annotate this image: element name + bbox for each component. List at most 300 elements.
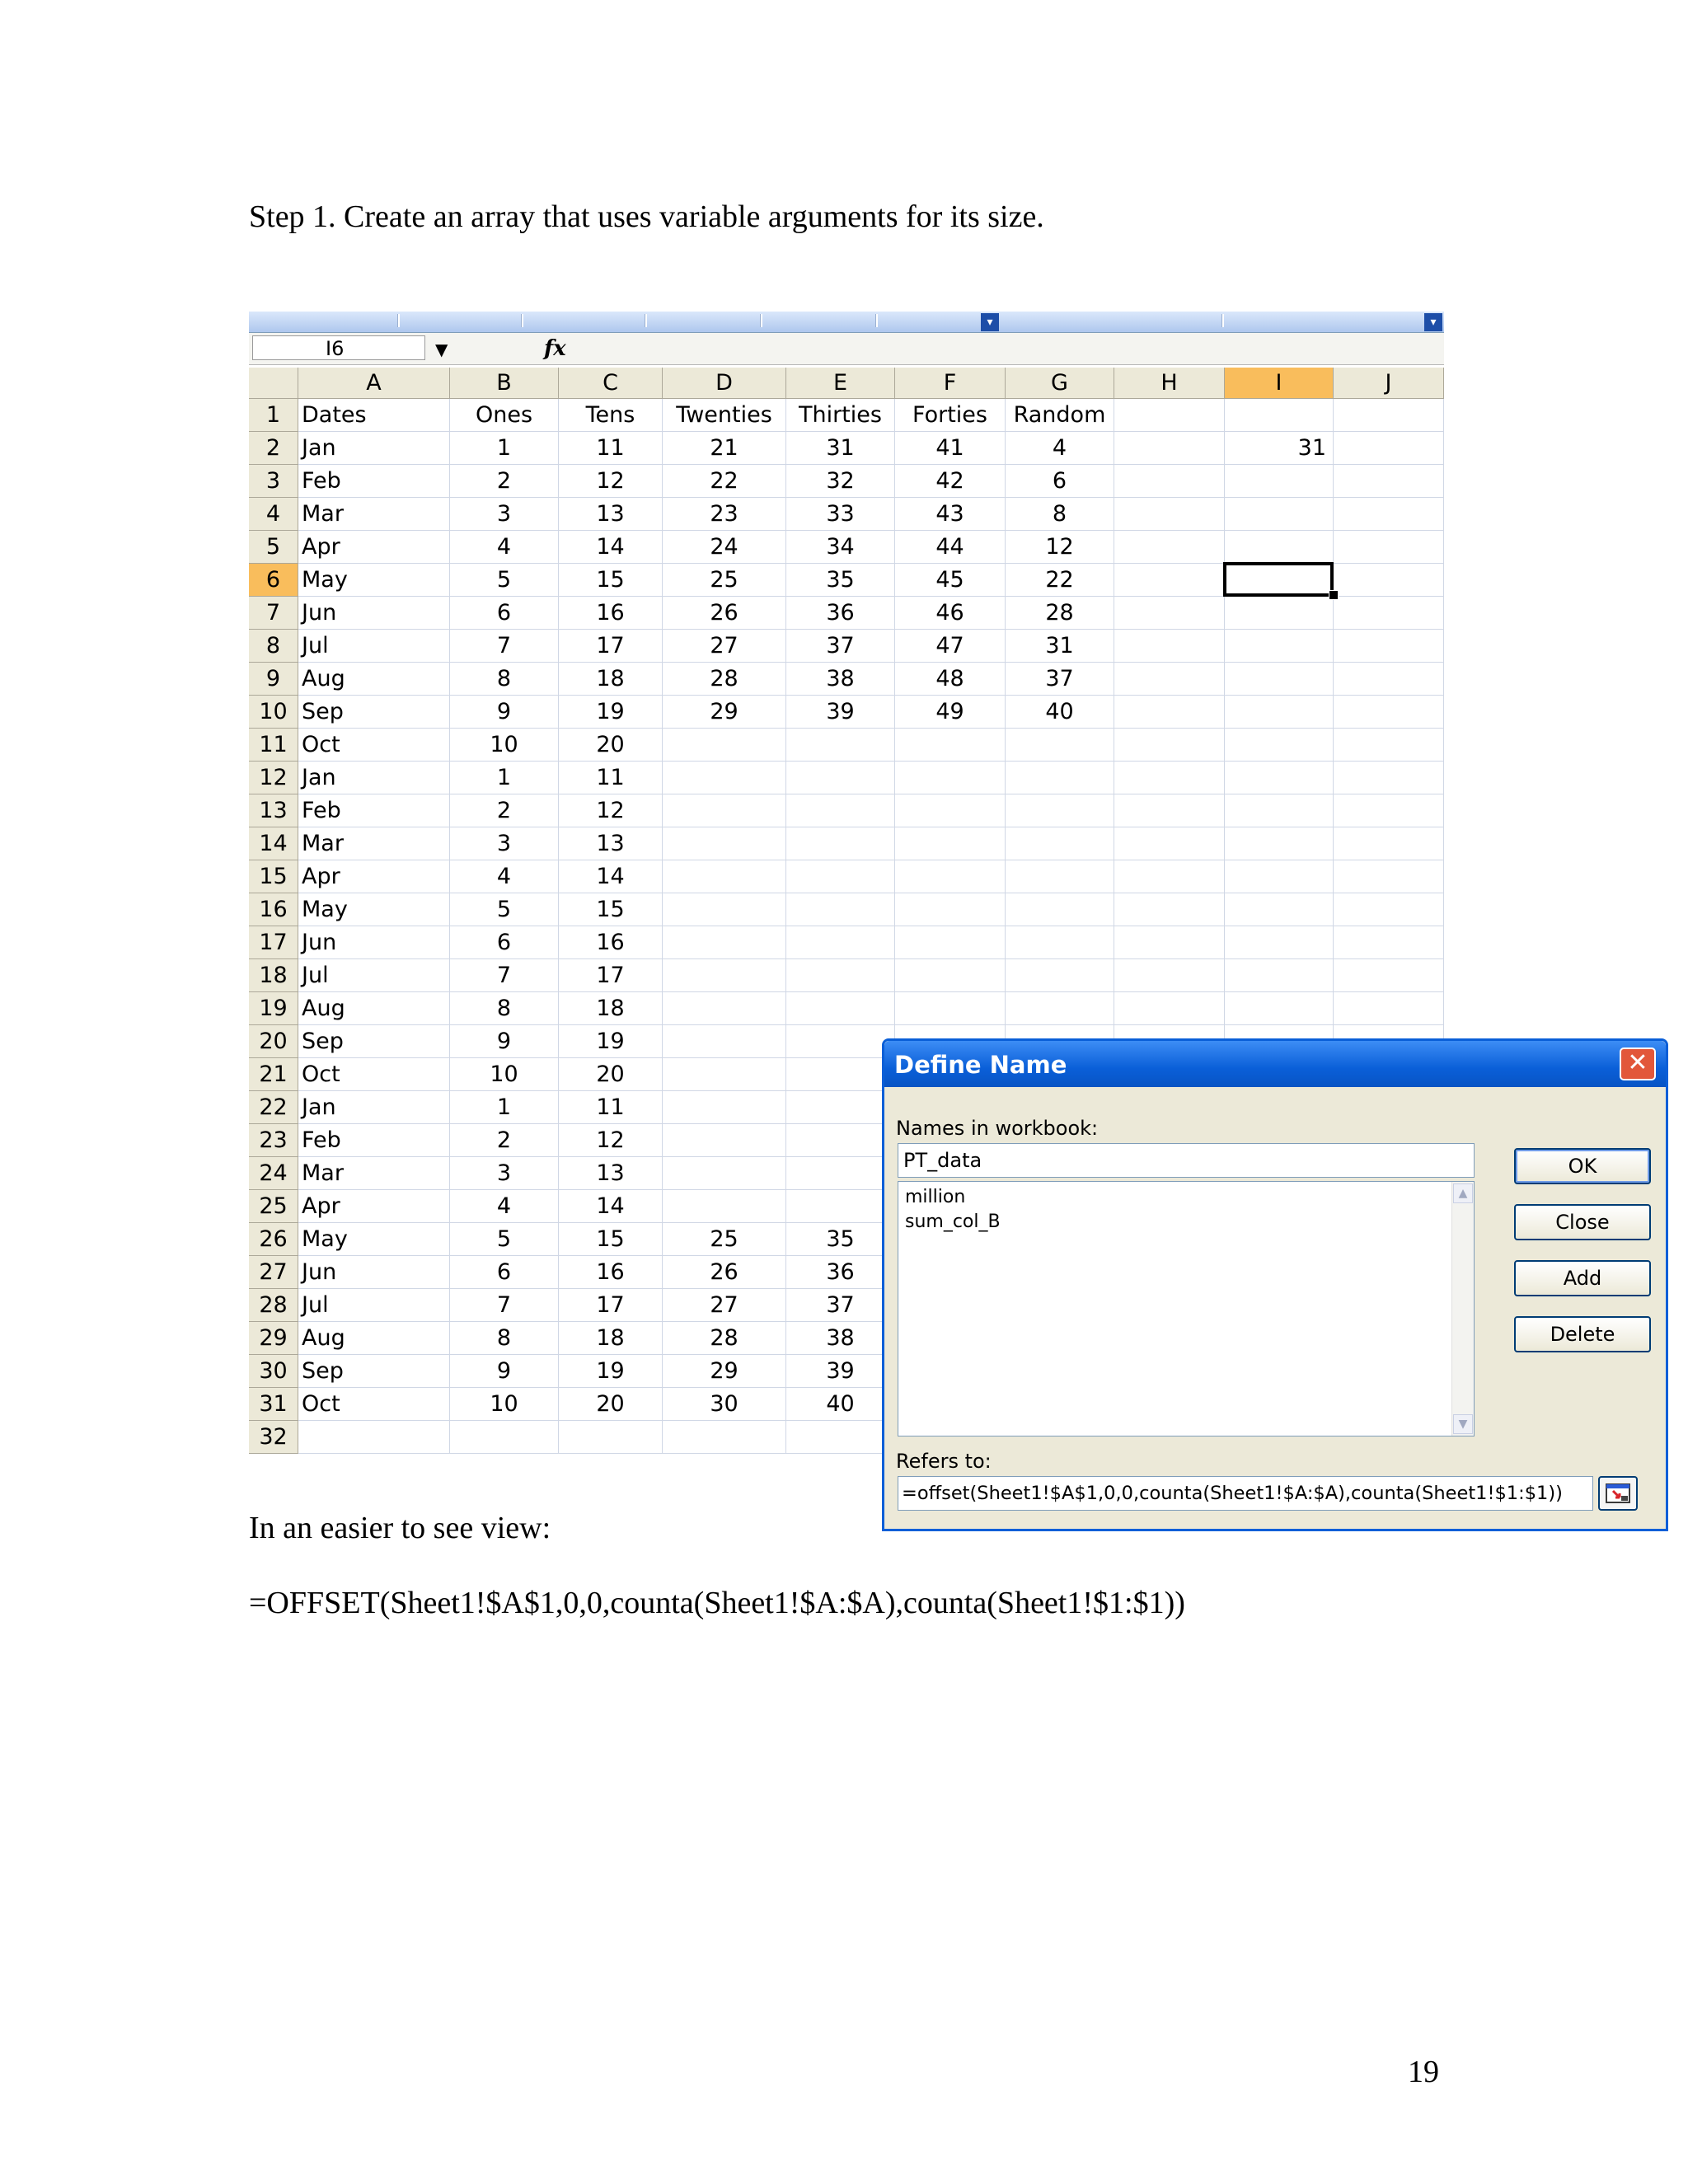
column-header-g[interactable]: G: [1006, 368, 1114, 399]
cell-i5[interactable]: [1225, 531, 1334, 564]
cell-b31[interactable]: 10: [450, 1388, 559, 1421]
cell-i13[interactable]: [1225, 794, 1334, 827]
scrollbar[interactable]: [1451, 1182, 1474, 1436]
cell-c22[interactable]: 11: [559, 1091, 663, 1124]
cell-j5[interactable]: [1334, 531, 1444, 564]
cell-d9[interactable]: 28: [663, 663, 786, 696]
chevron-down-icon[interactable]: ▼: [435, 340, 448, 359]
cell-c27[interactable]: 16: [559, 1256, 663, 1289]
cell-c10[interactable]: 19: [559, 696, 663, 729]
cell-a8[interactable]: Jul: [298, 630, 450, 663]
row-header[interactable]: 4: [249, 498, 298, 531]
cell-i1[interactable]: [1225, 399, 1334, 432]
cell-a3[interactable]: Feb: [298, 465, 450, 498]
cell-h19[interactable]: [1114, 992, 1225, 1025]
cell-f16[interactable]: [895, 893, 1006, 926]
cell-b22[interactable]: 1: [450, 1091, 559, 1124]
cell-f12[interactable]: [895, 762, 1006, 794]
cell-e27[interactable]: 36: [786, 1256, 895, 1289]
cell-d29[interactable]: 28: [663, 1322, 786, 1355]
cell-a26[interactable]: May: [298, 1223, 450, 1256]
row-header[interactable]: 29: [249, 1322, 298, 1355]
cell-j14[interactable]: [1334, 827, 1444, 860]
row-header[interactable]: 20: [249, 1025, 298, 1058]
row-header[interactable]: 10: [249, 696, 298, 729]
cell-i4[interactable]: [1225, 498, 1334, 531]
cell-e7[interactable]: 36: [786, 597, 895, 630]
cell-f6[interactable]: 45: [895, 564, 1006, 597]
cell-d23[interactable]: [663, 1124, 786, 1157]
cell-h8[interactable]: [1114, 630, 1225, 663]
row-header[interactable]: 13: [249, 794, 298, 827]
cell-c25[interactable]: 14: [559, 1190, 663, 1223]
cell-e23[interactable]: [786, 1124, 895, 1157]
cell-c13[interactable]: 12: [559, 794, 663, 827]
cell-g8[interactable]: 31: [1006, 630, 1114, 663]
cell-e29[interactable]: 38: [786, 1322, 895, 1355]
row-header[interactable]: 14: [249, 827, 298, 860]
cell-a9[interactable]: Aug: [298, 663, 450, 696]
cell-i15[interactable]: [1225, 860, 1334, 893]
row-header[interactable]: 30: [249, 1355, 298, 1388]
cell-e17[interactable]: [786, 926, 895, 959]
cell-d16[interactable]: [663, 893, 786, 926]
cell-h1[interactable]: [1114, 399, 1225, 432]
cell-c16[interactable]: 15: [559, 893, 663, 926]
cell-a21[interactable]: Oct: [298, 1058, 450, 1091]
cell-e30[interactable]: 39: [786, 1355, 895, 1388]
column-header-b[interactable]: B: [450, 368, 559, 399]
cell-b24[interactable]: 3: [450, 1157, 559, 1190]
ok-button[interactable]: OK: [1514, 1148, 1651, 1184]
cell-b8[interactable]: 7: [450, 630, 559, 663]
cell-i8[interactable]: [1225, 630, 1334, 663]
cell-a5[interactable]: Apr: [298, 531, 450, 564]
cell-d2[interactable]: 21: [663, 432, 786, 465]
cell-c31[interactable]: 20: [559, 1388, 663, 1421]
cell-i12[interactable]: [1225, 762, 1334, 794]
cell-d21[interactable]: [663, 1058, 786, 1091]
cell-g10[interactable]: 40: [1006, 696, 1114, 729]
cell-e18[interactable]: [786, 959, 895, 992]
cell-d4[interactable]: 23: [663, 498, 786, 531]
cell-g9[interactable]: 37: [1006, 663, 1114, 696]
column-header-a[interactable]: A: [298, 368, 450, 399]
cell-f3[interactable]: 42: [895, 465, 1006, 498]
cell-j3[interactable]: [1334, 465, 1444, 498]
cell-e32[interactable]: [786, 1421, 895, 1454]
cell-b7[interactable]: 6: [450, 597, 559, 630]
list-item[interactable]: sum_col_B: [905, 1212, 1001, 1232]
cell-b15[interactable]: 4: [450, 860, 559, 893]
cell-b30[interactable]: 9: [450, 1355, 559, 1388]
fill-handle[interactable]: [1329, 590, 1339, 600]
cell-i9[interactable]: [1225, 663, 1334, 696]
row-header[interactable]: 16: [249, 893, 298, 926]
cell-b5[interactable]: 4: [450, 531, 559, 564]
cell-d19[interactable]: [663, 992, 786, 1025]
select-all-corner[interactable]: [249, 368, 298, 399]
cell-c3[interactable]: 12: [559, 465, 663, 498]
row-header[interactable]: 11: [249, 729, 298, 762]
cell-f7[interactable]: 46: [895, 597, 1006, 630]
cell-j1[interactable]: [1334, 399, 1444, 432]
cell-j7[interactable]: [1334, 597, 1444, 630]
row-header[interactable]: 27: [249, 1256, 298, 1289]
cell-d12[interactable]: [663, 762, 786, 794]
dialog-titlebar[interactable]: [884, 1041, 1666, 1087]
cell-e1[interactable]: Thirties: [786, 399, 895, 432]
cell-h9[interactable]: [1114, 663, 1225, 696]
cell-g17[interactable]: [1006, 926, 1114, 959]
cell-c14[interactable]: 13: [559, 827, 663, 860]
row-header[interactable]: 28: [249, 1289, 298, 1322]
cell-a2[interactable]: Jan: [298, 432, 450, 465]
cell-i6[interactable]: [1225, 564, 1334, 597]
cell-e10[interactable]: 39: [786, 696, 895, 729]
cell-c21[interactable]: 20: [559, 1058, 663, 1091]
cell-b32[interactable]: [450, 1421, 559, 1454]
cell-d20[interactable]: [663, 1025, 786, 1058]
row-header[interactable]: 3: [249, 465, 298, 498]
cell-i17[interactable]: [1225, 926, 1334, 959]
row-header[interactable]: 19: [249, 992, 298, 1025]
cell-g15[interactable]: [1006, 860, 1114, 893]
cell-b4[interactable]: 3: [450, 498, 559, 531]
cell-h3[interactable]: [1114, 465, 1225, 498]
cell-c15[interactable]: 14: [559, 860, 663, 893]
cell-e26[interactable]: 35: [786, 1223, 895, 1256]
cell-b10[interactable]: 9: [450, 696, 559, 729]
cell-a30[interactable]: Sep: [298, 1355, 450, 1388]
row-header[interactable]: 24: [249, 1157, 298, 1190]
column-header-d[interactable]: D: [663, 368, 786, 399]
cell-b16[interactable]: 5: [450, 893, 559, 926]
cell-j8[interactable]: [1334, 630, 1444, 663]
cell-f1[interactable]: Forties: [895, 399, 1006, 432]
cell-j10[interactable]: [1334, 696, 1444, 729]
cell-e13[interactable]: [786, 794, 895, 827]
cell-c24[interactable]: 13: [559, 1157, 663, 1190]
row-header[interactable]: 1: [249, 399, 298, 432]
cell-j18[interactable]: [1334, 959, 1444, 992]
cell-e31[interactable]: 40: [786, 1388, 895, 1421]
cell-i16[interactable]: [1225, 893, 1334, 926]
cell-i10[interactable]: [1225, 696, 1334, 729]
cell-h15[interactable]: [1114, 860, 1225, 893]
cell-d24[interactable]: [663, 1157, 786, 1190]
cell-e24[interactable]: [786, 1157, 895, 1190]
cell-a29[interactable]: Aug: [298, 1322, 450, 1355]
column-header-e[interactable]: E: [786, 368, 895, 399]
cell-a12[interactable]: Jan: [298, 762, 450, 794]
cell-b3[interactable]: 2: [450, 465, 559, 498]
cell-e3[interactable]: 32: [786, 465, 895, 498]
cell-e4[interactable]: 33: [786, 498, 895, 531]
cell-h13[interactable]: [1114, 794, 1225, 827]
cell-j2[interactable]: [1334, 432, 1444, 465]
cell-h17[interactable]: [1114, 926, 1225, 959]
cell-g16[interactable]: [1006, 893, 1114, 926]
names-list[interactable]: [898, 1181, 1475, 1436]
cell-h5[interactable]: [1114, 531, 1225, 564]
collapse-dialog-button[interactable]: [1598, 1476, 1638, 1511]
name-input[interactable]: PT_data: [898, 1143, 1475, 1178]
cell-a10[interactable]: Sep: [298, 696, 450, 729]
column-header-f[interactable]: F: [895, 368, 1006, 399]
cell-b18[interactable]: 7: [450, 959, 559, 992]
cell-a16[interactable]: May: [298, 893, 450, 926]
cell-c4[interactable]: 13: [559, 498, 663, 531]
refers-to-input[interactable]: =offset(Sheet1!$A$1,0,0,counta(Sheet1!$A:$A),counta(Sheet1!$1:$1)): [898, 1476, 1593, 1511]
cell-a17[interactable]: Jun: [298, 926, 450, 959]
cell-g11[interactable]: [1006, 729, 1114, 762]
cell-f9[interactable]: 48: [895, 663, 1006, 696]
cell-a14[interactable]: Mar: [298, 827, 450, 860]
cell-f2[interactable]: 41: [895, 432, 1006, 465]
column-header-c[interactable]: C: [559, 368, 663, 399]
cell-b23[interactable]: 2: [450, 1124, 559, 1157]
cell-b26[interactable]: 5: [450, 1223, 559, 1256]
cell-h4[interactable]: [1114, 498, 1225, 531]
cell-a15[interactable]: Apr: [298, 860, 450, 893]
cell-a1[interactable]: Dates: [298, 399, 450, 432]
cell-e2[interactable]: 31: [786, 432, 895, 465]
cell-f15[interactable]: [895, 860, 1006, 893]
cell-c1[interactable]: Tens: [559, 399, 663, 432]
row-header[interactable]: 17: [249, 926, 298, 959]
close-icon[interactable]: ✕: [1620, 1047, 1656, 1080]
cell-e14[interactable]: [786, 827, 895, 860]
cell-a27[interactable]: Jun: [298, 1256, 450, 1289]
cell-b14[interactable]: 3: [450, 827, 559, 860]
row-header[interactable]: 9: [249, 663, 298, 696]
cell-h18[interactable]: [1114, 959, 1225, 992]
cell-c28[interactable]: 17: [559, 1289, 663, 1322]
cell-c5[interactable]: 14: [559, 531, 663, 564]
row-header[interactable]: 25: [249, 1190, 298, 1223]
cell-a6[interactable]: May: [298, 564, 450, 597]
cell-d14[interactable]: [663, 827, 786, 860]
cell-b11[interactable]: 10: [450, 729, 559, 762]
cell-d30[interactable]: 29: [663, 1355, 786, 1388]
cell-f19[interactable]: [895, 992, 1006, 1025]
cell-c8[interactable]: 17: [559, 630, 663, 663]
cell-d27[interactable]: 26: [663, 1256, 786, 1289]
cell-c2[interactable]: 11: [559, 432, 663, 465]
cell-b9[interactable]: 8: [450, 663, 559, 696]
cell-c7[interactable]: 16: [559, 597, 663, 630]
cell-b29[interactable]: 8: [450, 1322, 559, 1355]
cell-g4[interactable]: 8: [1006, 498, 1114, 531]
name-box[interactable]: I6: [252, 335, 425, 360]
row-header[interactable]: 15: [249, 860, 298, 893]
cell-e12[interactable]: [786, 762, 895, 794]
toolbar-options-icon[interactable]: ▾: [981, 313, 999, 331]
cell-e5[interactable]: 34: [786, 531, 895, 564]
cell-d15[interactable]: [663, 860, 786, 893]
cell-b12[interactable]: 1: [450, 762, 559, 794]
cell-d3[interactable]: 22: [663, 465, 786, 498]
cell-c19[interactable]: 18: [559, 992, 663, 1025]
close-button[interactable]: Close: [1514, 1204, 1651, 1240]
cell-h11[interactable]: [1114, 729, 1225, 762]
cell-e25[interactable]: [786, 1190, 895, 1223]
cell-h14[interactable]: [1114, 827, 1225, 860]
cell-d32[interactable]: [663, 1421, 786, 1454]
cell-f5[interactable]: 44: [895, 531, 1006, 564]
cell-a19[interactable]: Aug: [298, 992, 450, 1025]
cell-i18[interactable]: [1225, 959, 1334, 992]
cell-d10[interactable]: 29: [663, 696, 786, 729]
cell-e9[interactable]: 38: [786, 663, 895, 696]
cell-h16[interactable]: [1114, 893, 1225, 926]
row-header[interactable]: 23: [249, 1124, 298, 1157]
cell-e22[interactable]: [786, 1091, 895, 1124]
list-item[interactable]: million: [905, 1187, 966, 1207]
cell-d6[interactable]: 25: [663, 564, 786, 597]
cell-g19[interactable]: [1006, 992, 1114, 1025]
column-header-j[interactable]: J: [1334, 368, 1444, 399]
cell-e6[interactable]: 35: [786, 564, 895, 597]
cell-f17[interactable]: [895, 926, 1006, 959]
cell-e8[interactable]: 37: [786, 630, 895, 663]
cell-j16[interactable]: [1334, 893, 1444, 926]
cell-f4[interactable]: 43: [895, 498, 1006, 531]
cell-c12[interactable]: 11: [559, 762, 663, 794]
scroll-up-icon[interactable]: ▲: [1453, 1183, 1473, 1203]
cell-d8[interactable]: 27: [663, 630, 786, 663]
cell-d28[interactable]: 27: [663, 1289, 786, 1322]
cell-a20[interactable]: Sep: [298, 1025, 450, 1058]
cell-c11[interactable]: 20: [559, 729, 663, 762]
cell-a32[interactable]: [298, 1421, 450, 1454]
cell-e20[interactable]: [786, 1025, 895, 1058]
row-header[interactable]: 31: [249, 1388, 298, 1421]
cell-d5[interactable]: 24: [663, 531, 786, 564]
cell-b1[interactable]: Ones: [450, 399, 559, 432]
cell-a25[interactable]: Apr: [298, 1190, 450, 1223]
cell-j13[interactable]: [1334, 794, 1444, 827]
cell-h7[interactable]: [1114, 597, 1225, 630]
row-header[interactable]: 2: [249, 432, 298, 465]
cell-c6[interactable]: 15: [559, 564, 663, 597]
cell-j17[interactable]: [1334, 926, 1444, 959]
cell-i19[interactable]: [1225, 992, 1334, 1025]
cell-i14[interactable]: [1225, 827, 1334, 860]
cell-b25[interactable]: 4: [450, 1190, 559, 1223]
cell-g14[interactable]: [1006, 827, 1114, 860]
cell-h2[interactable]: [1114, 432, 1225, 465]
cell-a4[interactable]: Mar: [298, 498, 450, 531]
cell-b21[interactable]: 10: [450, 1058, 559, 1091]
row-header[interactable]: 21: [249, 1058, 298, 1091]
cell-d13[interactable]: [663, 794, 786, 827]
cell-j19[interactable]: [1334, 992, 1444, 1025]
column-header-i[interactable]: I: [1225, 368, 1334, 399]
cell-h12[interactable]: [1114, 762, 1225, 794]
cell-g5[interactable]: 12: [1006, 531, 1114, 564]
cell-a7[interactable]: Jun: [298, 597, 450, 630]
cell-a18[interactable]: Jul: [298, 959, 450, 992]
cell-c26[interactable]: 15: [559, 1223, 663, 1256]
row-header[interactable]: 7: [249, 597, 298, 630]
toolbar-options-icon[interactable]: ▾: [1424, 313, 1442, 331]
cell-b20[interactable]: 9: [450, 1025, 559, 1058]
cell-e21[interactable]: [786, 1058, 895, 1091]
cell-f10[interactable]: 49: [895, 696, 1006, 729]
cell-g6[interactable]: 22: [1006, 564, 1114, 597]
column-header-h[interactable]: H: [1114, 368, 1225, 399]
cell-a24[interactable]: Mar: [298, 1157, 450, 1190]
row-header[interactable]: 32: [249, 1421, 298, 1454]
cell-e15[interactable]: [786, 860, 895, 893]
cell-j4[interactable]: [1334, 498, 1444, 531]
cell-d7[interactable]: 26: [663, 597, 786, 630]
cell-c29[interactable]: 18: [559, 1322, 663, 1355]
cell-g3[interactable]: 6: [1006, 465, 1114, 498]
cell-f8[interactable]: 47: [895, 630, 1006, 663]
cell-d11[interactable]: [663, 729, 786, 762]
cell-d25[interactable]: [663, 1190, 786, 1223]
cell-c9[interactable]: 18: [559, 663, 663, 696]
cell-a22[interactable]: Jan: [298, 1091, 450, 1124]
cell-c17[interactable]: 16: [559, 926, 663, 959]
cell-g2[interactable]: 4: [1006, 432, 1114, 465]
cell-d31[interactable]: 30: [663, 1388, 786, 1421]
cell-b19[interactable]: 8: [450, 992, 559, 1025]
cell-a31[interactable]: Oct: [298, 1388, 450, 1421]
cell-b28[interactable]: 7: [450, 1289, 559, 1322]
cell-g12[interactable]: [1006, 762, 1114, 794]
row-header[interactable]: 18: [249, 959, 298, 992]
row-header[interactable]: 26: [249, 1223, 298, 1256]
cell-d17[interactable]: [663, 926, 786, 959]
fx-icon[interactable]: fx: [544, 336, 566, 361]
cell-c20[interactable]: 19: [559, 1025, 663, 1058]
cell-d22[interactable]: [663, 1091, 786, 1124]
cell-b2[interactable]: 1: [450, 432, 559, 465]
cell-i3[interactable]: [1225, 465, 1334, 498]
cell-b13[interactable]: 2: [450, 794, 559, 827]
cell-b6[interactable]: 5: [450, 564, 559, 597]
cell-j12[interactable]: [1334, 762, 1444, 794]
cell-i11[interactable]: [1225, 729, 1334, 762]
cell-e19[interactable]: [786, 992, 895, 1025]
cell-f11[interactable]: [895, 729, 1006, 762]
cell-f18[interactable]: [895, 959, 1006, 992]
row-header[interactable]: 5: [249, 531, 298, 564]
cell-g7[interactable]: 28: [1006, 597, 1114, 630]
cell-c32[interactable]: [559, 1421, 663, 1454]
cell-j6[interactable]: [1334, 564, 1444, 597]
cell-c30[interactable]: 19: [559, 1355, 663, 1388]
cell-a28[interactable]: Jul: [298, 1289, 450, 1322]
cell-e11[interactable]: [786, 729, 895, 762]
row-header[interactable]: 8: [249, 630, 298, 663]
cell-j11[interactable]: [1334, 729, 1444, 762]
row-header[interactable]: 22: [249, 1091, 298, 1124]
cell-a11[interactable]: Oct: [298, 729, 450, 762]
cell-h6[interactable]: [1114, 564, 1225, 597]
cell-e28[interactable]: 37: [786, 1289, 895, 1322]
cell-i2[interactable]: 31: [1225, 432, 1334, 465]
cell-b17[interactable]: 6: [450, 926, 559, 959]
cell-d18[interactable]: [663, 959, 786, 992]
add-button[interactable]: Add: [1514, 1260, 1651, 1296]
cell-b27[interactable]: 6: [450, 1256, 559, 1289]
cell-c23[interactable]: 12: [559, 1124, 663, 1157]
